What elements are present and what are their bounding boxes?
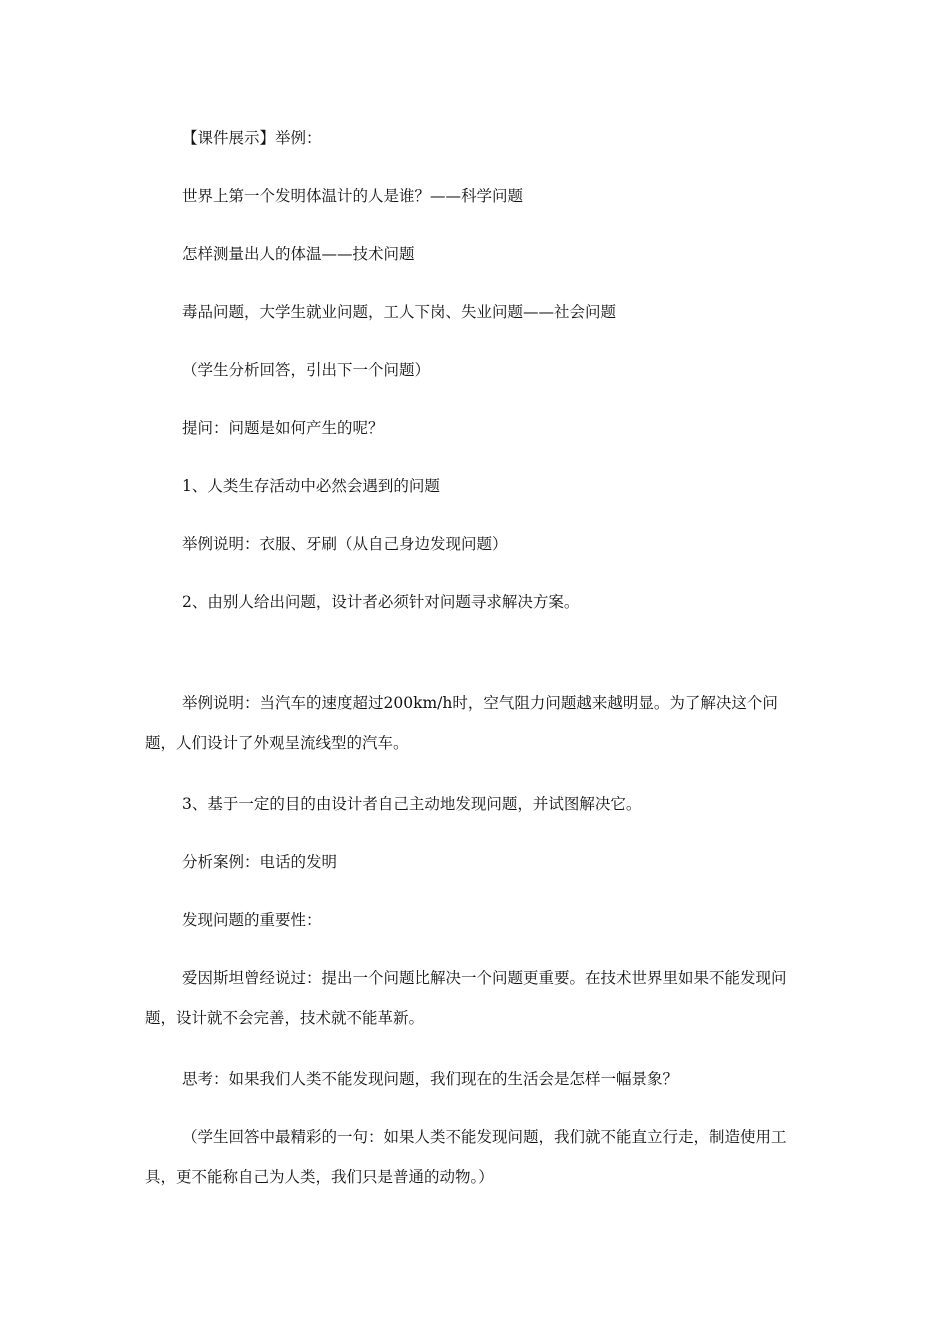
paragraph-thinking-question: 思考：如果我们人类不能发现问题，我们现在的生活会是怎样一幅景象？ bbox=[182, 1070, 679, 1088]
courseware-heading: 【课件展示】举例： bbox=[182, 129, 322, 147]
paragraph-case-telephone: 分析案例：电话的发明 bbox=[182, 853, 338, 871]
paragraph-question-origin: 提问：问题是如何产生的呢？ bbox=[182, 419, 384, 437]
paragraph-point-3: 3、基于一定的目的由设计者自己主动地发现问题，并试图解决它。 bbox=[182, 795, 642, 813]
paragraph-temperature-measure: 怎样测量出人的体温——技术问题 bbox=[182, 245, 415, 263]
paragraph-example-clothes: 举例说明：衣服、牙刷（从自己身边发现问题） bbox=[182, 535, 508, 553]
paragraph-einstein-quote: 爱因斯坦曾经说过：提出一个问题比解决一个问题更重要。在技术世界里如果不能发现问题，设计就不会完善，技术就不能革新。 bbox=[145, 969, 787, 1027]
paragraph-example-car: 举例说明：当汽车的速度超过200km/h时，空气阻力问题越来越明显。为了解决这个问题，人们设计了外观呈流线型的汽车。 bbox=[145, 694, 778, 752]
paragraph-thermometer-question: 世界上第一个发明体温计的人是谁？——科学问题 bbox=[182, 187, 524, 205]
paragraph-student-answer: （学生回答中最精彩的一句：如果人类不能发现问题，我们就不能直立行走，制造使用工具，更不能称自己为人类，我们只是普通的动物。） bbox=[145, 1128, 787, 1186]
paragraph-importance-heading: 发现问题的重要性： bbox=[182, 911, 322, 929]
paragraph-point-2: 2、由别人给出问题，设计者必须针对问题寻求解决方案。 bbox=[182, 593, 580, 611]
paragraph-student-analysis: （学生分析回答，引出下一个问题） bbox=[182, 361, 431, 379]
paragraph-social-issues: 毒品问题，大学生就业问题，工人下岗、失业问题——社会问题 bbox=[182, 303, 617, 321]
paragraph-point-1: 1、人类生存活动中必然会遇到的问题 bbox=[182, 477, 440, 495]
